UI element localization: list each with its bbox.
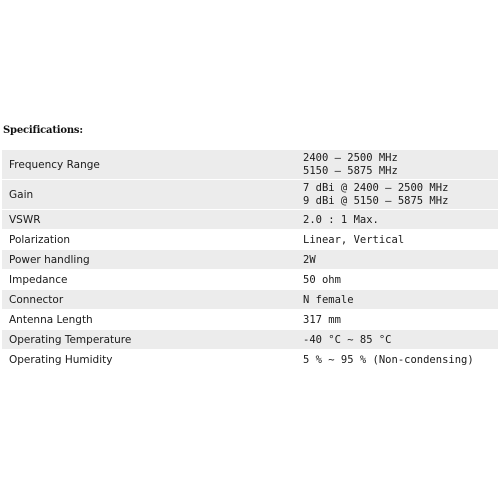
table-row bbox=[2, 350, 498, 369]
spec-label-impedance: Impedance bbox=[2, 270, 299, 289]
spec-value-polarization: Linear, Vertical bbox=[299, 230, 498, 249]
value-line: 9 dBi @ 5150 – 5875 MHz bbox=[303, 195, 449, 207]
table-row bbox=[2, 150, 498, 179]
spec-value-impedance: 50 ohm bbox=[299, 270, 498, 289]
spec-value-vswr: 2.0 : 1 Max. bbox=[299, 210, 498, 229]
table-row bbox=[2, 180, 498, 209]
spec-label-operating-humidity: Operating Humidity bbox=[2, 350, 299, 369]
spec-label-polarization: Polarization bbox=[2, 230, 299, 249]
table-row bbox=[2, 250, 498, 269]
spec-value-frequency-range bbox=[299, 150, 498, 179]
value-line: 7 dBi @ 2400 – 2500 MHz bbox=[303, 182, 449, 194]
spec-label-power-handling: Power handling bbox=[2, 250, 299, 269]
table-row bbox=[2, 230, 498, 249]
table-row bbox=[2, 310, 498, 329]
table-row bbox=[2, 290, 498, 309]
spec-value-operating-temperature: -40 °C ~ 85 °C bbox=[299, 330, 498, 349]
spec-label-gain: Gain bbox=[2, 180, 299, 209]
value-line: 5150 – 5875 MHz bbox=[303, 165, 398, 177]
spec-value-gain bbox=[299, 180, 498, 209]
spec-value-antenna-length: 317 mm bbox=[299, 310, 498, 329]
spec-label-operating-temperature: Operating Temperature bbox=[2, 330, 299, 349]
specifications-table bbox=[2, 149, 498, 370]
spec-value-operating-humidity: 5 % ~ 95 % (Non-condensing) bbox=[299, 350, 498, 369]
table-row bbox=[2, 330, 498, 349]
spec-value-power-handling: 2W bbox=[299, 250, 498, 269]
spec-value-connector: N female bbox=[299, 290, 498, 309]
spec-label-connector: Connector bbox=[2, 290, 299, 309]
spec-label-vswr: VSWR bbox=[2, 210, 299, 229]
specifications-heading: Specifications: bbox=[3, 125, 83, 136]
spec-label-antenna-length: Antenna Length bbox=[2, 310, 299, 329]
spec-label-frequency-range: Frequency Range bbox=[2, 150, 299, 179]
table-row bbox=[2, 270, 498, 289]
value-line: 2400 – 2500 MHz bbox=[303, 152, 398, 164]
table-row bbox=[2, 210, 498, 229]
